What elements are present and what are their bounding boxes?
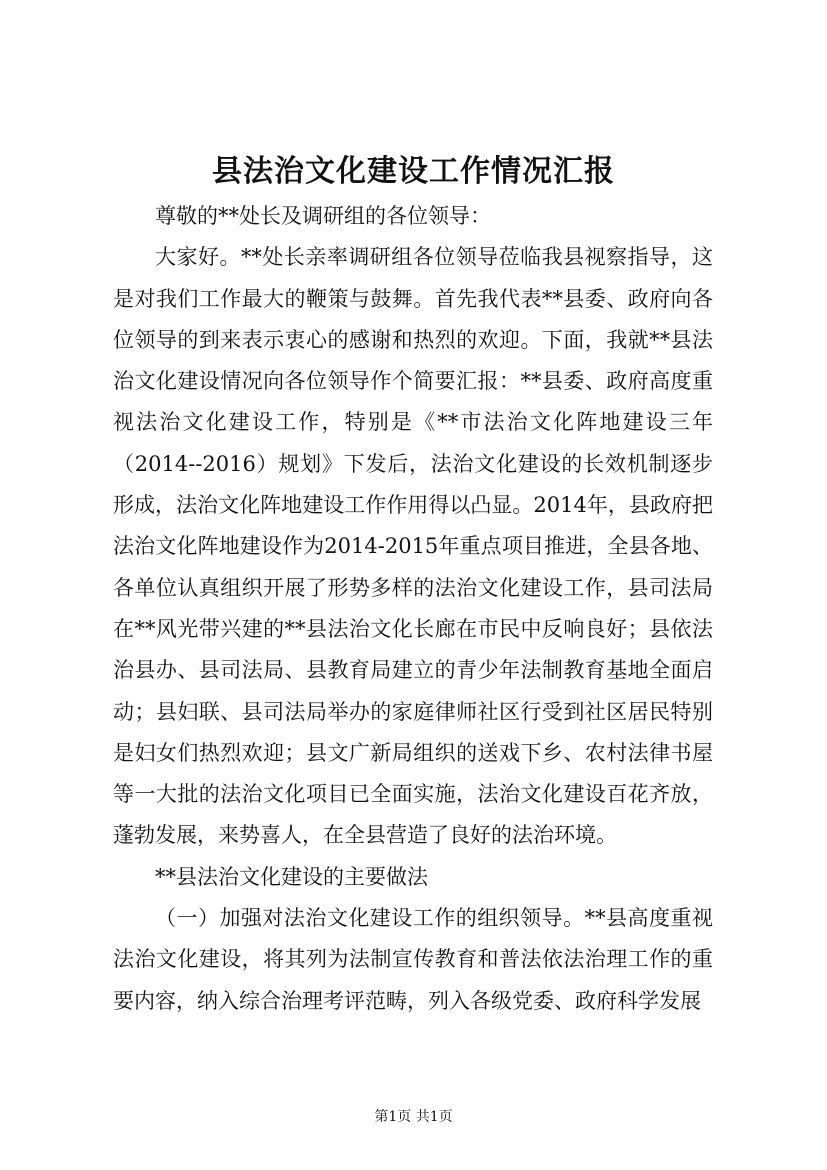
paragraph-organization: （一）加强对法治文化建设工作的组织领导。**县高度重视法治文化建设，将其列为法制宣传教育和普法依法治理工作的重要内容，纳入综合治理考评范畴，列入各级党委、政府科学发展 [113,906,713,1013]
document-body [113,196,713,1022]
salutation: 尊敬的**处长及调研组的各位领导： [155,204,491,228]
document-title: 县法治文化建设工作情况汇报 [212,154,615,189]
section-heading: **县法治文化建设的主要做法 [155,864,428,889]
page-footer: 第1页 共1页 [374,1109,453,1125]
paragraph-intro: 大家好。**处长亲率调研组各位领导莅临我县视察指导，这是对我们工作最大的鞭策与鼓舞。首先我代表**县委、政府向各位领导的到来表示衷心的感谢和热烈的欢迎。下面，我就**县法治文化建设情况向各位领导作个简要汇报：**县委、政府高度重视法治文化建设工作，特别是《**市法治文化阵地建设三年（2014--2016）规划》下发后，法治文化建设的长效机制逐步形成，法治文化阵地建设工作作用得以凸显。2014年，县政府把法治文化阵地建设作为2014-2015年重点项目推进，全县各地、各单位认真组织开展了形势多样的法治文化建设工作，县司法局在**风光带兴建的**县法治文化长廊在市民中反响良好；县依法治县办、县司法局、县教育局建立的青少年法制教育基地全面启动；县妇联、县司法局举办的家庭律师社区行受到社区居民特别是妇女们热烈欢迎；县文广新局组织的送戏下乡、农村法律书屋等一大批的法治文化项目已全面实施，法治文化建设百花齐放，蓬勃发展，来势喜人，在全县营造了良好的法治环境。 [113,245,713,848]
